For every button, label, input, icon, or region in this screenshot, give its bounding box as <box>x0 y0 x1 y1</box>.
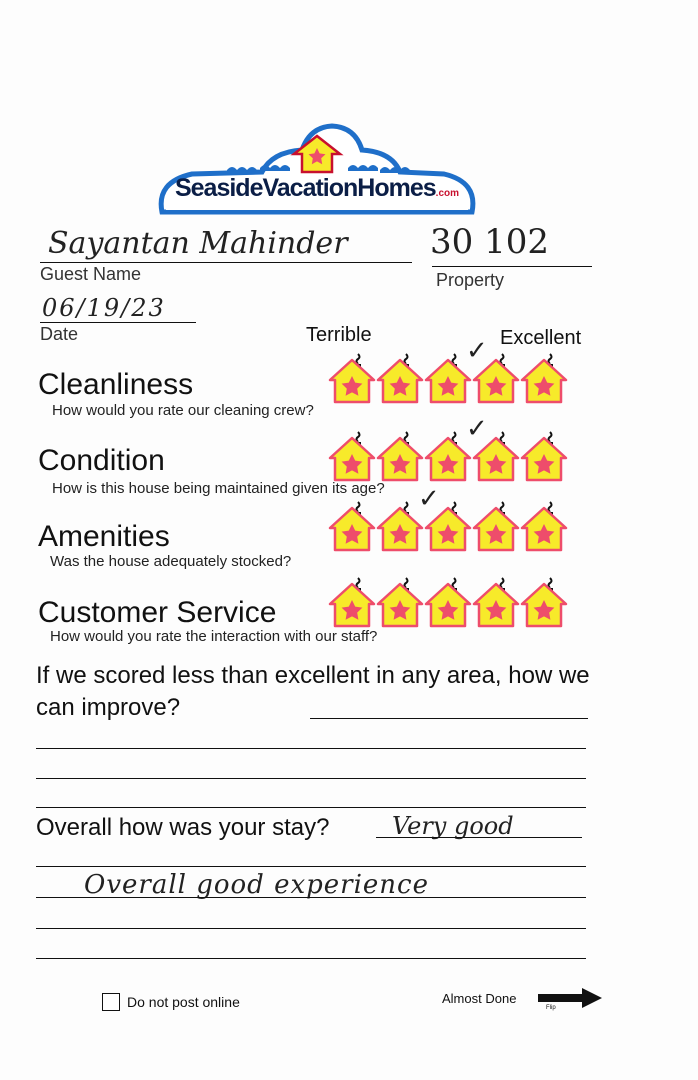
property-value: 30 102 <box>430 222 549 262</box>
checkmark-icon: ✓ <box>466 414 488 444</box>
house-rating-icon[interactable] <box>520 352 568 404</box>
do-not-post-label: Do not post online <box>127 994 240 1010</box>
date-line <box>40 322 196 323</box>
improve-line[interactable] <box>36 778 586 779</box>
overall-line[interactable] <box>36 958 586 959</box>
house-rating-icon[interactable] <box>328 576 376 628</box>
category-title: Condition <box>38 444 165 477</box>
overall-answer-line[interactable] <box>376 837 582 838</box>
improve-question: If we scored less than excellent in any area, how we can improve? <box>36 662 590 721</box>
improve-line[interactable] <box>36 748 586 749</box>
overall-answer: Very good <box>392 812 514 840</box>
rating-row-condition[interactable] <box>328 414 568 482</box>
guest-name-value: Sayantan Mahinder <box>48 226 348 261</box>
brand-name: SeasideVacationHomes <box>174 174 436 202</box>
house-rating-icon[interactable] <box>424 576 472 628</box>
improve-line[interactable] <box>310 718 588 719</box>
house-rating-icon[interactable] <box>520 576 568 628</box>
checkmark-icon: ✓ <box>466 336 488 366</box>
scale-low-label: Terrible <box>306 324 372 346</box>
brand-logo <box>152 122 482 222</box>
house-rating-icon[interactable] <box>376 430 424 482</box>
house-rating-icon[interactable] <box>376 352 424 404</box>
overall-line[interactable] <box>36 928 586 929</box>
house-rating-icon[interactable] <box>328 430 376 482</box>
house-rating-icon[interactable] <box>328 500 376 552</box>
date-label: Date <box>40 324 79 344</box>
flip-label: Flip <box>546 1005 556 1011</box>
do-not-post-checkbox[interactable] <box>102 993 120 1011</box>
rating-row-customer-service[interactable] <box>328 576 568 628</box>
overall-comment: Overall good experience <box>84 870 429 900</box>
guest-name-line <box>40 262 412 263</box>
property-line <box>432 266 592 267</box>
overall-question: Overall how was your stay? <box>36 814 330 841</box>
category-title: Cleanliness <box>38 368 194 401</box>
house-rating-icon[interactable] <box>472 576 520 628</box>
overall-line[interactable] <box>36 866 586 867</box>
improve-line[interactable] <box>36 807 586 808</box>
house-rating-icon[interactable] <box>424 352 472 404</box>
brand-suffix: .com <box>435 188 460 199</box>
scale-high-label: Excellent <box>500 327 582 349</box>
rating-row-cleanliness[interactable] <box>328 336 568 404</box>
overall-line[interactable] <box>36 897 586 898</box>
house-rating-icon[interactable] <box>520 500 568 552</box>
house-rating-icon[interactable] <box>466 336 520 404</box>
category-title: Amenities <box>38 520 170 553</box>
checkmark-icon: ✓ <box>418 484 440 514</box>
property-label: Property <box>436 270 505 290</box>
house-rating-icon[interactable] <box>466 414 520 482</box>
house-rating-icon[interactable] <box>418 484 472 552</box>
house-rating-icon[interactable] <box>472 500 520 552</box>
category-title: Customer Service <box>38 596 277 629</box>
house-rating-icon[interactable] <box>376 576 424 628</box>
house-rating-icon[interactable] <box>328 352 376 404</box>
logo-emblem <box>152 122 482 222</box>
house-rating-icon[interactable] <box>376 500 424 552</box>
category-question: Was the house adequately stocked? <box>50 553 292 570</box>
category-question: How would you rate our cleaning crew? <box>52 402 314 419</box>
house-rating-icon[interactable] <box>520 430 568 482</box>
rating-row-amenities[interactable] <box>328 484 568 552</box>
guest-name-label: Guest Name <box>40 264 142 284</box>
category-question: How would you rate the interaction with our staff? <box>50 628 378 645</box>
date-value: 06/19/23 <box>42 294 166 322</box>
house-rating-icon[interactable] <box>424 430 472 482</box>
almost-done-label: Almost Done <box>442 991 517 1006</box>
category-question: How is this house being maintained given its age? <box>52 480 385 497</box>
